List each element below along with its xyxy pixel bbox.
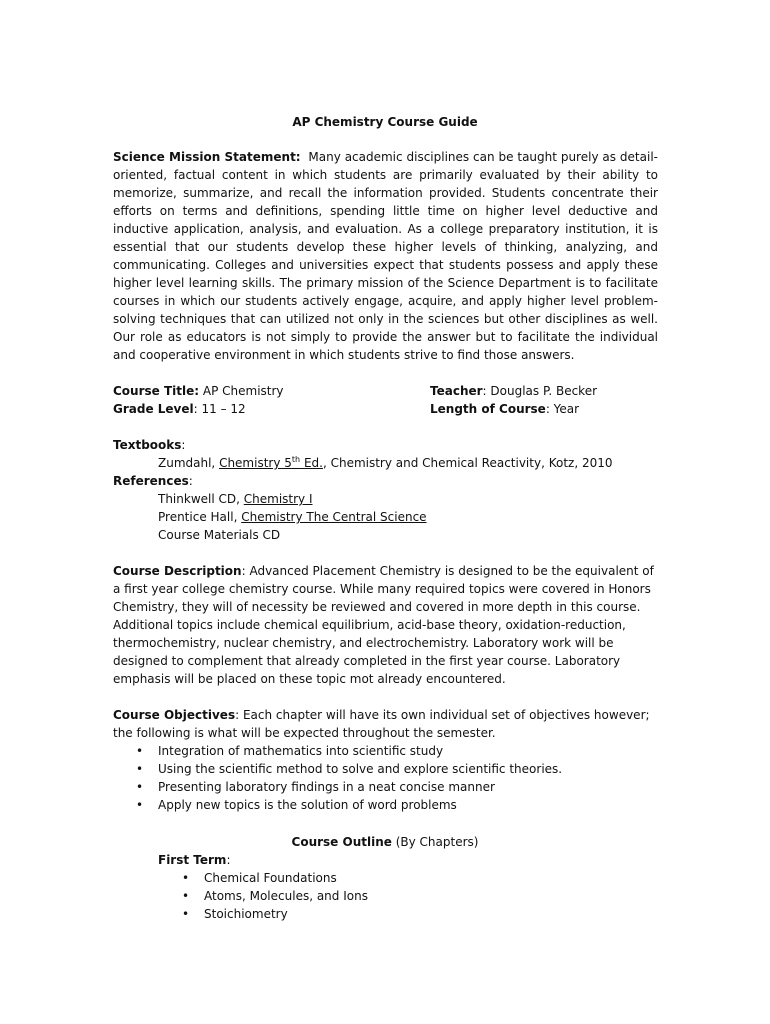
first-term-colon: : xyxy=(226,853,231,867)
course-outline-heading xyxy=(0,833,770,851)
objectives-label: Course Objectives xyxy=(113,708,236,722)
textbook-link-end: Ed. xyxy=(300,456,323,470)
objective-item: • Using the scientific method to solve and explore scientific theories. xyxy=(158,760,562,778)
outline-item: • Stoichiometry xyxy=(204,905,368,923)
description-text: : Advanced Placement Chemistry is designed to be the equivalent of a first year college chemistry course. While many required topics were covered in Honors Chemistry, they will of necessity be reviewed and covered in more depth in this course. Additional topics include chemical equilibrium, acid-base theory, oxidation-reduction, thermochemistry, nuclear chemistry, and electrochemistry. Laboratory work will be designed to complement that already completed in the first year course. Laboratory emphasis will be placed on these topic mot already encountered. xyxy=(113,564,654,686)
reference-item-1 xyxy=(158,490,313,508)
textbook-edition-sup: th xyxy=(291,455,301,464)
textbooks-colon: : xyxy=(181,438,186,452)
course-description xyxy=(113,562,658,688)
textbook-item xyxy=(158,454,613,472)
textbook-prefix: Zumdahl, xyxy=(158,456,220,470)
mission-label: Science Mission Statement: xyxy=(113,150,301,164)
course-title-value: AP Chemistry xyxy=(202,384,284,398)
reference-item-2 xyxy=(158,508,427,526)
textbook-link[interactable] xyxy=(219,456,323,470)
mission-statement xyxy=(113,148,658,364)
course-length-line xyxy=(430,400,579,418)
reference-2-prefix: Prentice Hall, xyxy=(158,510,242,524)
grade-level-label: Grade Level xyxy=(113,402,194,416)
reference-1-link[interactable]: Chemistry I xyxy=(243,492,313,506)
references-colon: : xyxy=(188,474,193,488)
mission-text: Many academic disciplines can be taught purely as detail-oriented, factual content in which students are primarily evaluated by their ability to memorize, summarize, and recall the information provided. Students concentrate their efforts on terms and definitions, spending little time on higher level deductive and inductive application, analysis, and evaluation. As a college preparatory institution, it is essential that our students develop these higher levels of thinking, analyzing, and communicating. Colleges and universities expect that students possess and apply these higher level learning skills. The primary mission of the Science Department is to facilitate courses in which our students actively engage, acquire, and apply higher level problem-solving techniques that can utilized not only in the sciences but other disciplines as well. Our role as educators is not simply to provide the answer but to facilitate the individual and cooperative environment in which students strive to find those answers. xyxy=(113,150,658,362)
outline-suffix: (By Chapters) xyxy=(391,835,479,849)
grade-level-line xyxy=(113,400,246,418)
course-title-label: Course Title: xyxy=(113,384,200,398)
outline-item: • Atoms, Molecules, and Ions xyxy=(204,887,368,905)
outline-label: Course Outline xyxy=(291,835,392,849)
objective-item: • Apply new topics is the solution of word problems xyxy=(158,796,562,814)
objective-item: • Integration of mathematics into scientific study xyxy=(158,742,562,760)
teacher-line xyxy=(430,382,597,400)
outline-item: • Chemical Foundations xyxy=(204,869,368,887)
objectives-text: : Each chapter will have its own individual set of objectives however; the following is what will be expected throughout the semester. xyxy=(113,708,650,740)
objectives-list xyxy=(158,742,562,814)
teacher-label: Teacher xyxy=(430,384,483,398)
first-term-heading xyxy=(158,851,230,869)
course-title-line xyxy=(113,382,284,400)
textbooks-heading xyxy=(113,436,185,454)
description-label: Course Description xyxy=(113,564,242,578)
first-term-label: First Term xyxy=(158,853,227,867)
reference-1-prefix: Thinkwell CD, xyxy=(158,492,244,506)
reference-2-link[interactable]: Chemistry The Central Science xyxy=(241,510,427,524)
textbook-rest: , Chemistry and Chemical Reactivity, Kotz, 2010 xyxy=(322,456,613,470)
teacher-value: : Douglas P. Becker xyxy=(482,384,598,398)
course-length-value: : Year xyxy=(545,402,580,416)
objective-item: • Presenting laboratory findings in a neat concise manner xyxy=(158,778,562,796)
grade-level-value: : 11 – 12 xyxy=(193,402,246,416)
textbooks-label: Textbooks xyxy=(113,438,182,452)
reference-item-3: Course Materials CD xyxy=(158,528,281,542)
textbook-link-text: Chemistry 5 xyxy=(219,456,292,470)
references-label: References xyxy=(113,474,189,488)
references-heading xyxy=(113,472,193,490)
outline-list xyxy=(204,869,368,923)
page-title: AP Chemistry Course Guide xyxy=(292,115,478,129)
course-length-label: Length of Course xyxy=(430,402,546,416)
course-objectives xyxy=(113,706,658,742)
